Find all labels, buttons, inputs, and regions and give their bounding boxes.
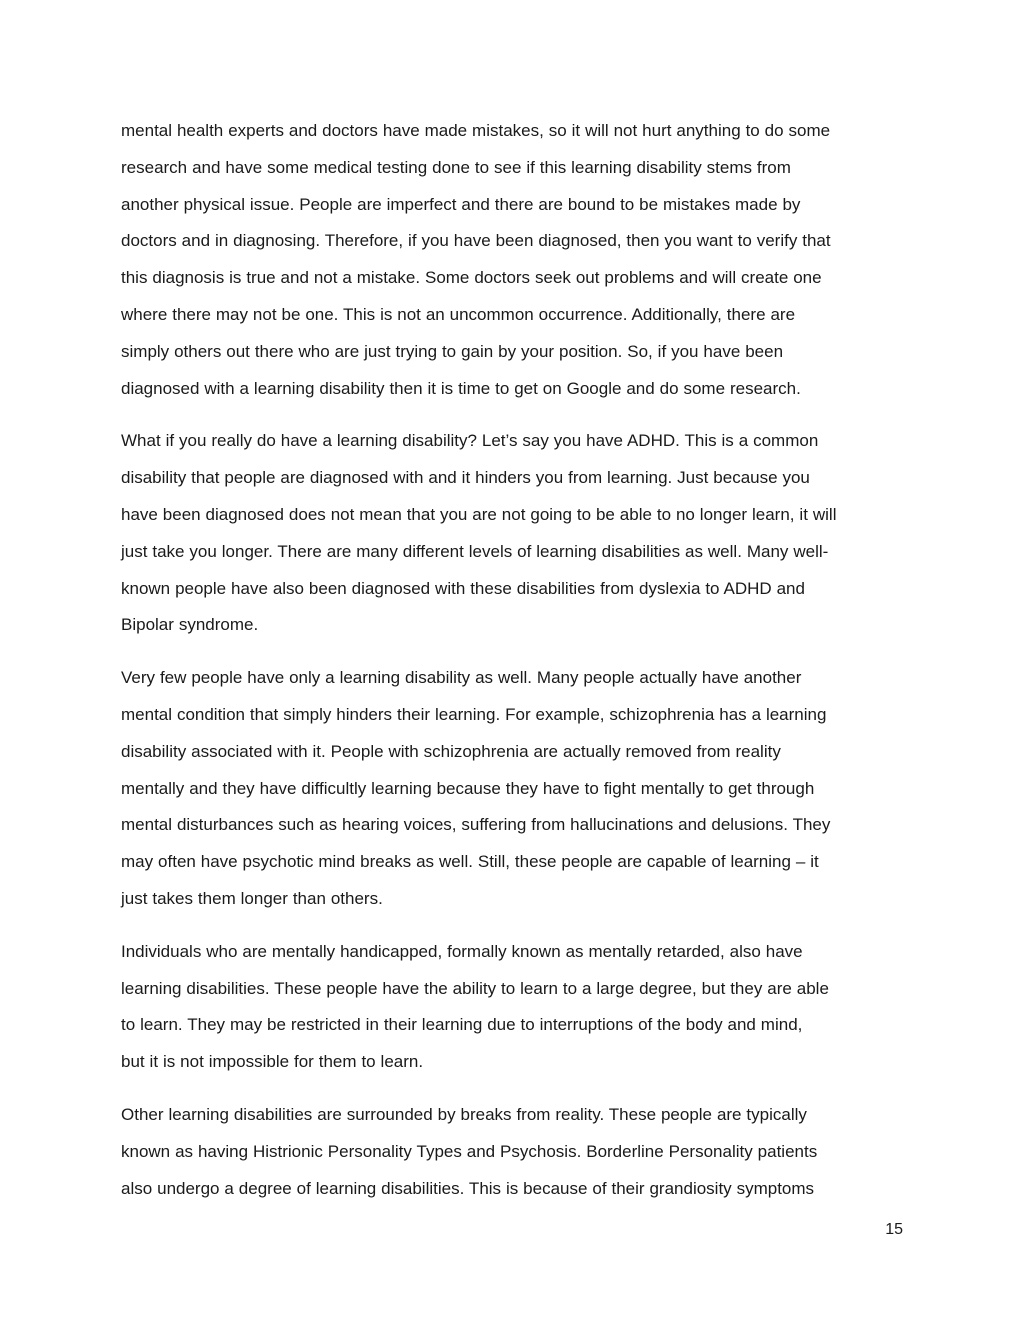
paragraph-1: mental health experts and doctors have made mistakes, so it will not hurt anything to do some research and have some medical testing done to see if this learning disability stems from another physical issue. People are imperfect and there are bound to be mistakes made by doctors and in diagnosing. Therefore, if you have been diagnosed, then you want to verify that this diagnosis is true and not a mistake. Some doctors seek out problems and will create one where there may not be one. This is not an uncommon occurrence. Additionally, there are simply others out there who are just trying to gain by your position. So, if you have been diagnosed with a learning disability then it is time to get on Google and do some research. [121, 121, 831, 398]
paragraph-5: Other learning disabilities are surrounded by breaks from reality. These people are typically known as having Histrionic Personality Types and Psychosis. Borderline Personality patients also undergo a degree of learning disabilities. This is because of their grandiosity symptoms [121, 1104, 818, 1198]
page-number: 15 [885, 1221, 903, 1238]
body-text [121, 113, 911, 1223]
paragraph-3: Very few people have only a learning disability as well. Many people actually have another mental condition that simply hinders their learning. For example, schizophrenia has a learning disability associated with it. People with schizophrenia are actually removed from reality mentally and they have difficultly learning because they have to fight mentally to get through mental disturbances such as hearing voices, suffering from hallucinations and delusions. They may often have psychotic mind breaks as well. Still, these people are capable of learning – it just takes them longer than others. [121, 668, 831, 908]
paragraph-4: Individuals who are mentally handicapped, formally known as mentally retarded, also have learning disabilities. These people have the ability to learn to a large degree, but they are able to learn. They may be restricted in their learning due to interruptions of the body and mind, but it is not impossible for them to learn. [121, 941, 829, 1072]
paragraph-2: What if you really do have a learning disability? Let’s say you have ADHD. This is a common disability that people are diagnosed with and it hinders you from learning. Just because you have been diagnosed does not mean that you are not going to be able to no longer learn, it will just take you longer. There are many different levels of learning disabilities as well. Many well- known people have also been diagnosed with these disabilities from dyslexia to ADHD and Bipolar syndrome. [121, 431, 837, 635]
